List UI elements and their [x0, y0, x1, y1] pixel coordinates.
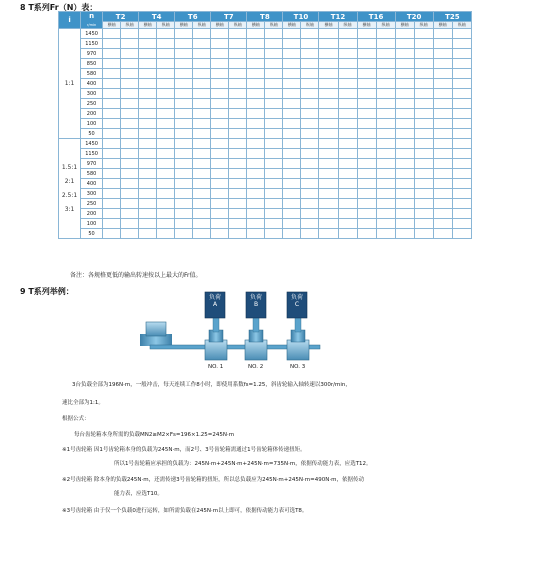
axis-subheader: 横轴	[319, 22, 338, 29]
axis-subheader: 纵轴	[157, 22, 175, 29]
rpm-cell: 970	[81, 159, 103, 169]
axis-subheader: 横轴	[211, 22, 229, 29]
ratio-cell-1to1: 1:1	[59, 29, 81, 139]
ratio-cell-multi: 1.5:1 2:1 2.5:1 3:1	[59, 139, 81, 239]
axis-subheader: 纵轴	[301, 22, 319, 29]
section9-title: 9 T系列举例：	[20, 287, 74, 296]
rpm-cell: 1450	[81, 29, 103, 39]
rpm-cell: 580	[81, 169, 103, 179]
model-header: T7	[211, 12, 247, 22]
load-a-label: 负荷 A	[208, 294, 221, 308]
corner-i-header: i	[59, 12, 81, 29]
axis-subheader: 横轴	[247, 22, 265, 29]
axis-subheader: 纵轴	[229, 22, 247, 29]
rpm-cell: 580	[81, 69, 103, 79]
model-header: T12	[319, 12, 357, 22]
rpm-cell: 50	[81, 229, 103, 239]
rpm-cell: 100	[81, 219, 103, 229]
model-header: T8	[247, 12, 283, 22]
axis-subheader: 纵轴	[376, 22, 395, 29]
gearbox-3	[287, 316, 309, 360]
gearbox-2	[245, 316, 267, 360]
body-line: ※1号齿轮箱 因1号齿轮箱本身的负载为245N·m，而2号、3号齿轮箱需通过1号齿轮箱体传递扭矩。	[62, 447, 306, 453]
rpm-cell: 1450	[81, 139, 103, 149]
rpm-cell: 300	[81, 89, 103, 99]
axis-subheader: 横轴	[103, 22, 121, 29]
rpm-cell: 1150	[81, 149, 103, 159]
rpm-cell: 300	[81, 189, 103, 199]
axis-subheader: 纵轴	[338, 22, 357, 29]
body-line: 3台负载全部为196N·m，一般冲击，每天连续工作8小时，即使用系数fs=1.25，斜齿轮输入轴转速以300r/min，	[72, 382, 351, 388]
axis-subheader: 横轴	[139, 22, 157, 29]
axis-subheader: 纵轴	[193, 22, 211, 29]
body-line: ※3号齿轮箱 由于仅一个负载0进行运转，如所需负载在245N·m以上即可，依据传动能力表可选T8。	[62, 508, 308, 514]
motor	[140, 322, 172, 346]
axis-subheader: 横轴	[433, 22, 452, 29]
model-header: T20	[395, 12, 433, 22]
body-line: 能力表，应选T10。	[114, 491, 163, 497]
axis-subheader: 纵轴	[414, 22, 433, 29]
load-b-label: 负荷 B	[249, 294, 262, 308]
corner-n-header: n r/min	[81, 12, 103, 29]
table-note: 备注：各规格更低的输出转速按以上最大的Fr值。	[70, 272, 202, 279]
body-line: 速比全部为1:1。	[62, 400, 104, 406]
load-c-label: 负荷 C	[290, 294, 303, 308]
axis-subheader: 纵轴	[121, 22, 139, 29]
rpm-cell: 1150	[81, 39, 103, 49]
box-label-1: NO. 1	[208, 364, 224, 370]
rpm-cell: 970	[81, 49, 103, 59]
axis-subheader: 横轴	[175, 22, 193, 29]
axis-subheader: 横轴	[283, 22, 301, 29]
model-header: T16	[357, 12, 395, 22]
rpm-cell: 200	[81, 109, 103, 119]
axis-subheader: 横轴	[357, 22, 376, 29]
rpm-cell: 400	[81, 79, 103, 89]
body-line: 每台齿轮箱本身所需的负载MN2≥M2×Fs=196×1.25=245N·m	[74, 432, 235, 438]
rpm-cell: 400	[81, 179, 103, 189]
axis-subheader: 纵轴	[265, 22, 283, 29]
axis-subheader: 横轴	[395, 22, 414, 29]
rpm-cell: 50	[81, 129, 103, 139]
box-label-2: NO. 2	[248, 364, 264, 370]
rpm-cell: 850	[81, 59, 103, 69]
rpm-cell: 250	[81, 199, 103, 209]
rpm-cell: 200	[81, 209, 103, 219]
section8-title: 8 T系列Fr（N）表：	[20, 3, 98, 12]
rpm-cell: 100	[81, 119, 103, 129]
model-header: T2	[103, 12, 139, 22]
gearbox-1	[205, 316, 227, 360]
model-header: T4	[139, 12, 175, 22]
body-line: 所以1号齿轮箱应承担的负载为：245N·m+245N·m+245N·m=735N·m，依据传动能力表，应选T12。	[114, 461, 372, 467]
model-header: T10	[283, 12, 319, 22]
body-line: ※2号齿轮箱 除本身的负载245N·m，还需传递3号齿轮箱的扭矩，所以总负载应为245N·m+245N·m=490N·m，依据传动	[62, 477, 364, 483]
model-header: T6	[175, 12, 211, 22]
model-header: T25	[433, 12, 471, 22]
axis-subheader: 纵轴	[452, 22, 471, 29]
rpm-cell: 250	[81, 99, 103, 109]
box-label-3: NO. 3	[290, 364, 306, 370]
body-line: 根据公式：	[62, 416, 90, 422]
